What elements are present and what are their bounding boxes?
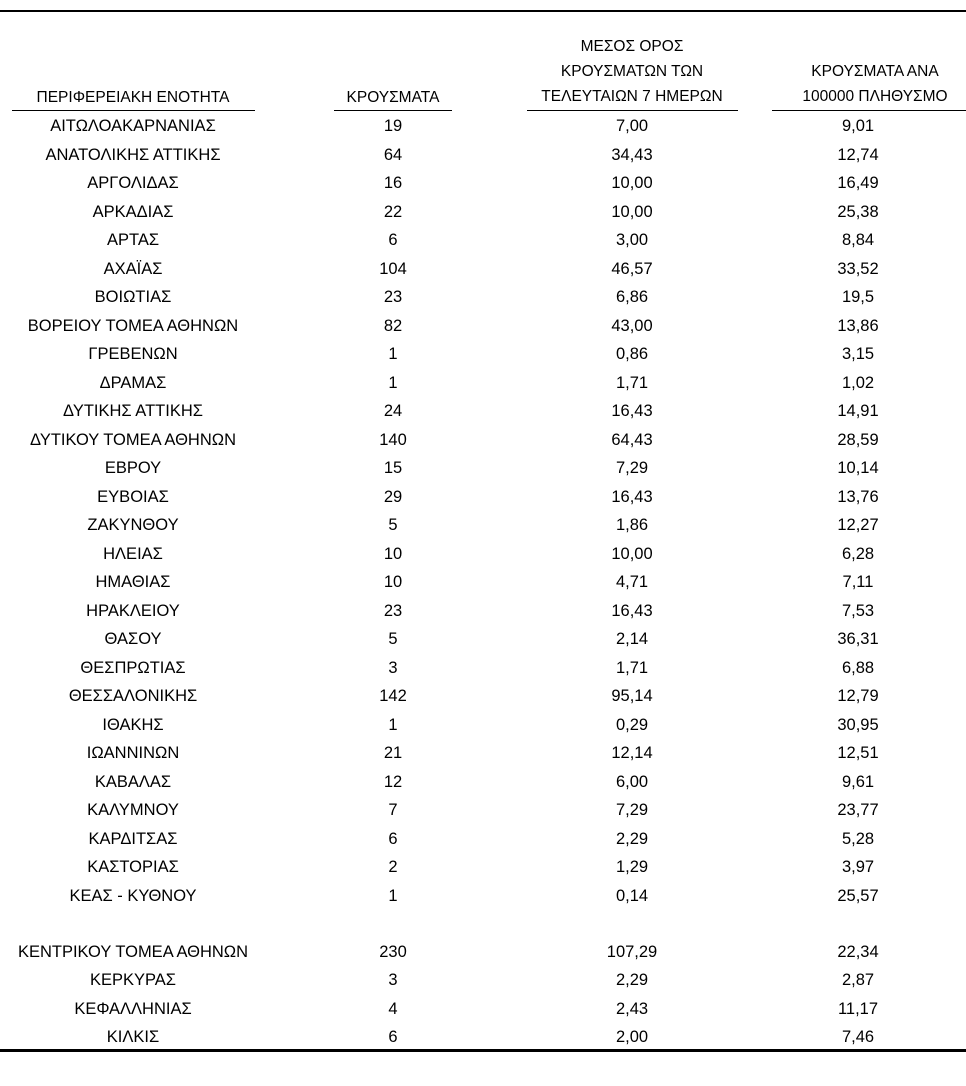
table-row bbox=[0, 454, 966, 483]
per100k-cell: 28,59 bbox=[837, 430, 879, 449]
table-row bbox=[0, 825, 966, 854]
cases-cell: 1 bbox=[388, 886, 398, 905]
header-per100k-line-1: ΚΡΟΥΣΜΑΤΑ ΑΝΑ bbox=[811, 63, 939, 80]
per100k-cell: 12,74 bbox=[837, 145, 879, 164]
cases-cell: 142 bbox=[379, 687, 407, 705]
per100k-cell: 16,49 bbox=[837, 174, 879, 192]
avg7-cell: 6,86 bbox=[615, 288, 649, 306]
region-cell: ΚΑΡΔΙΤΣΑΣ bbox=[88, 829, 178, 848]
per100k-cell: 3,97 bbox=[841, 858, 875, 876]
per100k-cell: 9,01 bbox=[841, 117, 875, 135]
avg7-cell: 4,71 bbox=[615, 573, 649, 591]
avg7-cell: 6,00 bbox=[615, 772, 649, 791]
table-row bbox=[0, 283, 966, 312]
table-row bbox=[0, 226, 966, 255]
per100k-cell: 25,57 bbox=[837, 886, 879, 905]
per100k-cell: 1,02 bbox=[841, 373, 875, 392]
avg7-cell: 10,00 bbox=[611, 202, 653, 221]
cases-cell: 2 bbox=[388, 858, 398, 876]
header-avg7 bbox=[512, 34, 752, 109]
region-cell: ΚΑΒΑΛΑΣ bbox=[94, 772, 172, 791]
region-cell: ΓΡΕΒΕΝΩΝ bbox=[88, 345, 178, 363]
table-row bbox=[0, 910, 966, 966]
per100k-cell: 13,76 bbox=[837, 487, 879, 506]
cases-cell: 4 bbox=[388, 999, 398, 1018]
avg7-cell: 0,14 bbox=[615, 886, 649, 905]
table-body bbox=[0, 112, 966, 1052]
avg7-cell: 43,00 bbox=[611, 316, 653, 335]
table-row bbox=[0, 1023, 966, 1052]
per100k-cell: 9,61 bbox=[841, 772, 875, 791]
region-cell: ΚΑΛΥΜΝΟΥ bbox=[87, 801, 179, 819]
avg7-cell: 1,71 bbox=[615, 658, 649, 677]
cases-cell: 104 bbox=[379, 259, 407, 278]
region-cell: ΙΩΑΝΝΙΝΩΝ bbox=[86, 744, 180, 762]
header-underline-cases bbox=[334, 110, 452, 111]
header-avg7-line-2: ΚΡΟΥΣΜΑΤΩΝ ΤΩΝ bbox=[560, 63, 704, 80]
region-cell: ΚΑΣΤΟΡΙΑΣ bbox=[87, 858, 179, 876]
region-cell: ΘΕΣΠΡΩΤΙΑΣ bbox=[80, 658, 186, 677]
per100k-cell: 5,28 bbox=[841, 829, 875, 848]
avg7-cell: 34,43 bbox=[611, 145, 653, 164]
cases-cell: 21 bbox=[383, 744, 403, 762]
header-underline-per100k bbox=[772, 110, 966, 111]
per100k-cell: 8,84 bbox=[841, 231, 875, 249]
cases-cell: 7 bbox=[388, 801, 398, 819]
avg7-cell: 1,71 bbox=[615, 373, 649, 392]
table-row bbox=[0, 966, 966, 995]
table-row bbox=[0, 853, 966, 882]
table-row bbox=[0, 796, 966, 825]
table-row bbox=[0, 739, 966, 768]
avg7-cell: 95,14 bbox=[611, 687, 653, 705]
avg7-cell: 2,00 bbox=[615, 1028, 649, 1046]
cases-cell: 10 bbox=[383, 573, 403, 591]
per100k-cell: 23,77 bbox=[837, 801, 879, 819]
cases-cell: 140 bbox=[379, 430, 407, 449]
avg7-cell: 2,43 bbox=[615, 999, 649, 1018]
table-row bbox=[0, 340, 966, 369]
cases-cell: 19 bbox=[383, 117, 403, 135]
cases-cell: 230 bbox=[379, 943, 407, 961]
avg7-cell: 2,14 bbox=[615, 630, 649, 648]
cases-cell: 23 bbox=[383, 288, 403, 306]
per100k-cell: 12,51 bbox=[837, 744, 879, 762]
per100k-cell: 22,34 bbox=[837, 943, 879, 961]
table-row bbox=[0, 597, 966, 626]
cases-cell: 64 bbox=[383, 145, 403, 164]
avg7-cell: 16,43 bbox=[611, 487, 653, 506]
region-cell: ΑΡΤΑΣ bbox=[106, 231, 160, 249]
per100k-cell: 30,95 bbox=[837, 715, 879, 734]
cases-cell: 1 bbox=[388, 373, 398, 392]
region-cell: ΔΥΤΙΚΟΥ ΤΟΜΕΑ ΑΘΗΝΩΝ bbox=[30, 430, 236, 449]
cases-cell: 5 bbox=[388, 630, 398, 648]
table-row bbox=[0, 568, 966, 597]
region-cell: ΑΡΓΟΛΙΔΑΣ bbox=[87, 174, 179, 192]
avg7-cell: 0,29 bbox=[615, 715, 649, 734]
region-cell: ΕΥΒΟΙΑΣ bbox=[97, 487, 169, 506]
cases-cell: 1 bbox=[388, 345, 398, 363]
avg7-cell: 10,00 bbox=[611, 544, 653, 563]
table-row bbox=[0, 169, 966, 198]
header-region-line: ΠΕΡΙΦΕΡΕΙΑΚΗ ΕΝΟΤΗΤΑ bbox=[36, 89, 230, 106]
header-per100k bbox=[760, 59, 966, 109]
per100k-cell: 10,14 bbox=[837, 459, 879, 477]
avg7-cell: 7,29 bbox=[615, 801, 649, 819]
region-cell: ΚΕΡΚΥΡΑΣ bbox=[89, 971, 176, 989]
per100k-cell: 6,88 bbox=[841, 658, 875, 677]
avg7-cell: 64,43 bbox=[611, 430, 653, 449]
per100k-cell: 11,17 bbox=[837, 999, 879, 1018]
table-row bbox=[0, 397, 966, 426]
avg7-cell: 107,29 bbox=[606, 943, 658, 961]
cases-cell: 82 bbox=[383, 316, 403, 335]
region-cell: ΚΕΝΤΡΙΚΟΥ ΤΟΜΕΑ ΑΘΗΝΩΝ bbox=[17, 943, 249, 961]
table-row bbox=[0, 198, 966, 227]
table-row bbox=[0, 995, 966, 1024]
table-row bbox=[0, 711, 966, 740]
table-row bbox=[0, 369, 966, 398]
region-cell: ΔΡΑΜΑΣ bbox=[99, 373, 167, 392]
cases-cell: 12 bbox=[383, 772, 403, 791]
table-row bbox=[0, 112, 966, 141]
header-avg7-line-1: ΜΕΣΟΣ ΟΡΟΣ bbox=[580, 38, 684, 55]
cases-cell: 3 bbox=[388, 971, 398, 989]
table-row bbox=[0, 255, 966, 284]
cases-cell: 15 bbox=[383, 459, 403, 477]
header-cases bbox=[318, 85, 468, 110]
avg7-cell: 2,29 bbox=[615, 971, 649, 989]
region-cell: ΚΙΛΚΙΣ bbox=[106, 1028, 160, 1046]
per100k-cell: 7,46 bbox=[841, 1028, 875, 1046]
per100k-cell: 12,79 bbox=[837, 687, 879, 705]
avg7-cell: 2,29 bbox=[615, 829, 649, 848]
region-cell: ΕΒΡΟΥ bbox=[104, 459, 162, 477]
table-row bbox=[0, 312, 966, 341]
header-underline-region bbox=[12, 110, 255, 111]
avg7-cell: 3,00 bbox=[615, 231, 649, 249]
region-cell: ΗΜΑΘΙΑΣ bbox=[95, 573, 171, 591]
region-cell: ΒΟΙΩΤΙΑΣ bbox=[94, 288, 172, 306]
table-row bbox=[0, 426, 966, 455]
avg7-cell: 16,43 bbox=[611, 601, 653, 620]
avg7-cell: 12,14 bbox=[611, 744, 653, 762]
per100k-cell: 36,31 bbox=[837, 630, 879, 648]
region-cell: ΑΡΚΑΔΙΑΣ bbox=[92, 202, 174, 221]
per100k-cell: 7,11 bbox=[842, 573, 874, 591]
cases-cell: 6 bbox=[388, 829, 398, 848]
region-cell: ΒΟΡΕΙΟΥ ΤΟΜΕΑ ΑΘΗΝΩΝ bbox=[27, 316, 239, 335]
region-cell: ΔΥΤΙΚΗΣ ΑΤΤΙΚΗΣ bbox=[63, 402, 203, 420]
region-cell: ΖΑΚΥΝΘΟΥ bbox=[87, 516, 179, 534]
avg7-cell: 10,00 bbox=[611, 174, 653, 192]
header-underline-avg7 bbox=[527, 110, 738, 111]
cases-cell: 3 bbox=[388, 658, 398, 677]
header-cases-line: ΚΡΟΥΣΜΑΤΑ bbox=[346, 89, 440, 106]
region-cell: ΘΕΣΣΑΛΟΝΙΚΗΣ bbox=[68, 687, 198, 705]
table-row bbox=[0, 768, 966, 797]
cases-cell: 6 bbox=[388, 231, 398, 249]
table-row bbox=[0, 882, 966, 911]
header-per100k-line-2: 100000 ΠΛΗΘΥΣΜΟ bbox=[802, 88, 948, 105]
cases-cell: 23 bbox=[383, 601, 403, 620]
per100k-cell: 6,28 bbox=[841, 544, 875, 563]
region-cell: ΚΕΦΑΛΛΗΝΙΑΣ bbox=[74, 999, 192, 1018]
avg7-cell: 16,43 bbox=[611, 402, 653, 420]
table-row bbox=[0, 654, 966, 683]
per100k-cell: 19,5 bbox=[841, 288, 875, 306]
avg7-cell: 46,57 bbox=[611, 259, 653, 278]
per100k-cell: 25,38 bbox=[837, 202, 879, 221]
table-row bbox=[0, 625, 966, 654]
avg7-cell: 0,86 bbox=[615, 345, 649, 363]
table-row bbox=[0, 682, 966, 711]
cases-cell: 1 bbox=[388, 715, 398, 734]
avg7-cell: 7,00 bbox=[615, 117, 649, 135]
avg7-cell: 1,86 bbox=[615, 516, 649, 534]
cases-cell: 24 bbox=[383, 402, 403, 420]
per100k-cell: 33,52 bbox=[837, 259, 879, 278]
table-row bbox=[0, 141, 966, 170]
cases-cell: 5 bbox=[388, 516, 398, 534]
header-avg7-line-3: ΤΕΛΕΥΤΑΙΩΝ 7 ΗΜΕΡΩΝ bbox=[541, 88, 723, 105]
per100k-cell: 3,15 bbox=[841, 345, 875, 363]
cases-cell: 16 bbox=[383, 174, 403, 192]
region-cell: ΙΘΑΚΗΣ bbox=[102, 715, 164, 734]
per100k-cell: 7,53 bbox=[841, 601, 875, 620]
cases-cell: 10 bbox=[383, 544, 403, 563]
bottom-rule bbox=[0, 1049, 966, 1052]
avg7-cell: 7,29 bbox=[615, 459, 649, 477]
per100k-cell: 2,87 bbox=[841, 971, 875, 989]
table-row bbox=[0, 483, 966, 512]
cases-cell: 22 bbox=[383, 202, 403, 221]
region-cell: ΑΙΤΩΛΟΑΚΑΡΝΑΝΙΑΣ bbox=[50, 117, 216, 135]
header-region bbox=[0, 85, 266, 110]
region-cell: ΑΧΑΪΑΣ bbox=[103, 259, 163, 278]
top-rule bbox=[0, 10, 966, 12]
cases-cell: 6 bbox=[388, 1028, 398, 1046]
region-cell: ΗΡΑΚΛΕΙΟΥ bbox=[86, 601, 180, 620]
cases-cell: 29 bbox=[383, 487, 403, 506]
per100k-cell: 13,86 bbox=[837, 316, 879, 335]
per100k-cell: 14,91 bbox=[837, 402, 879, 420]
region-cell: ΑΝΑΤΟΛΙΚΗΣ ΑΤΤΙΚΗΣ bbox=[45, 145, 221, 164]
region-cell: ΚΕΑΣ - ΚΥΘΝΟΥ bbox=[69, 886, 197, 905]
avg7-cell: 1,29 bbox=[615, 858, 649, 876]
table-row bbox=[0, 511, 966, 540]
region-cell: ΗΛΕΙΑΣ bbox=[103, 544, 163, 563]
region-cell: ΘΑΣΟΥ bbox=[104, 630, 162, 648]
table-row bbox=[0, 540, 966, 569]
per100k-cell: 12,27 bbox=[837, 516, 879, 534]
